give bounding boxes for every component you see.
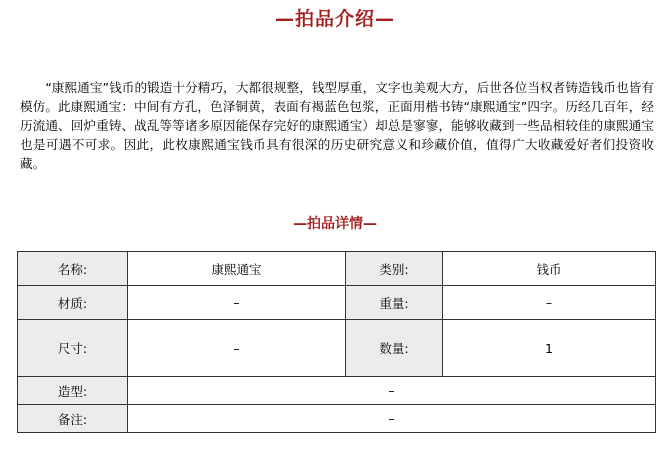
weight-value: – xyxy=(443,286,656,320)
details-section-title: —拍品详情— xyxy=(293,216,377,232)
size-value: – xyxy=(128,320,346,377)
category-label: 类别: xyxy=(346,252,443,286)
name-label: 名称: xyxy=(18,252,128,286)
table-row-material xyxy=(18,286,656,320)
name-value: 康熙通宝 xyxy=(128,252,346,286)
note-label: 备注: xyxy=(18,405,128,433)
quantity-label: 数量: xyxy=(346,320,443,377)
note-value: – xyxy=(128,405,656,433)
shape-value: – xyxy=(128,377,656,405)
details-table xyxy=(17,251,656,433)
weight-label: 重量: xyxy=(346,286,443,320)
table-row-shape xyxy=(18,377,656,405)
shape-label: 造型: xyxy=(18,377,128,405)
quantity-value: 1 xyxy=(443,320,656,377)
table-row-name xyxy=(18,252,656,286)
intro-section-title: —拍品介绍— xyxy=(274,8,395,30)
material-label: 材质: xyxy=(18,286,128,320)
table-row-size xyxy=(18,320,656,377)
intro-paragraph: “康熙通宝”钱币的锻造十分精巧，大都很规整，钱型厚重，文字也美观大方，后世各位当权者铸造钱币也皆有模仿。此康熙通宝：中间有方孔，色泽铜黄，表面有褐蓝色包浆，正面用楷书铸“康熙通宝”四字。历经几百年，经历流通、回炉重铸、战乱等等诸多原因能保存完好的康熙通宝）却总是寥寥，能够收藏到一些品相较佳的康熙通宝也是可遇不可求。因此，此枚康熙通宝钱币具有很深的历史研究意义和珍藏价值，值得广大收藏爱好者们投资收藏。 xyxy=(20,80,654,171)
table-row-note xyxy=(18,405,656,433)
size-label: 尺寸: xyxy=(18,320,128,377)
category-value: 钱币 xyxy=(443,252,656,286)
material-value: – xyxy=(128,286,346,320)
